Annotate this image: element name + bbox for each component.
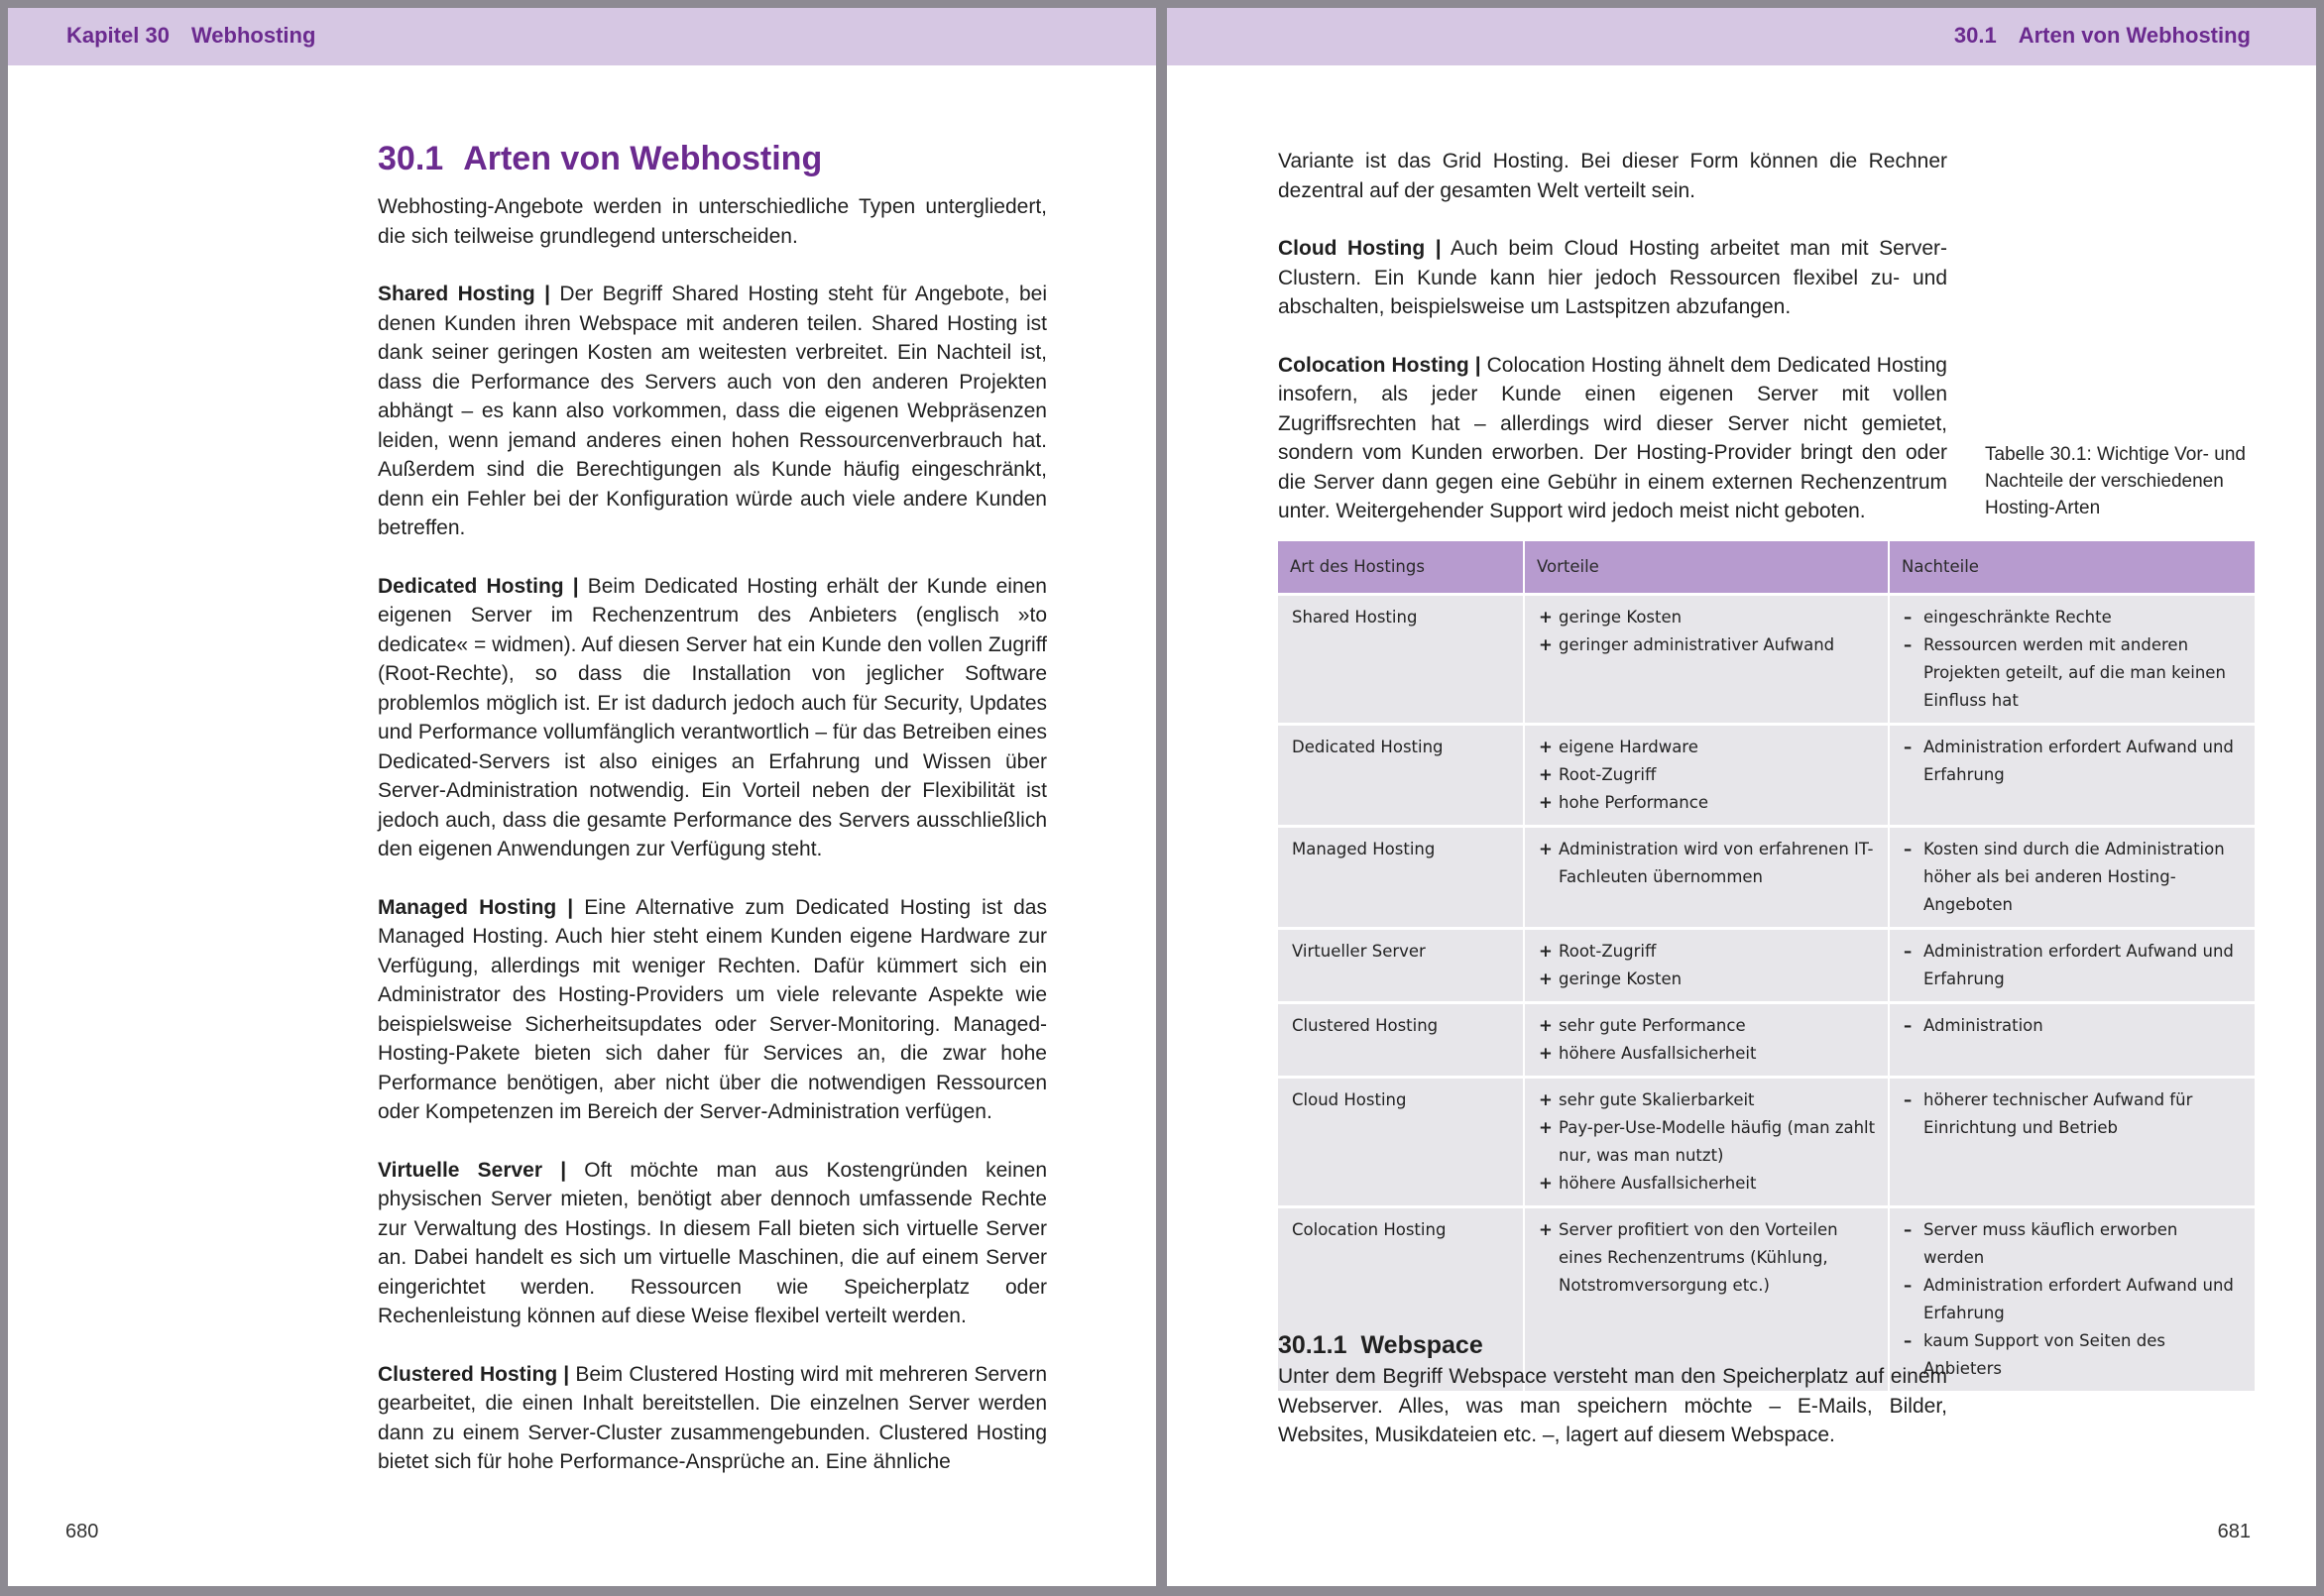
disadvantage-text: Administration erfordert Aufwand und Erfahrung: [1923, 738, 2234, 784]
disadvantage-item: [1904, 734, 2243, 789]
minus-icon: –: [1904, 1220, 1913, 1239]
disadvantage-item: [1904, 938, 2243, 993]
advantage-item: [1539, 734, 1876, 761]
disadvantage-item: [1904, 604, 2243, 631]
advantages-cell: [1524, 595, 1889, 725]
paragraph-dedicated-hosting: Dedicated Hosting | Beim Dedicated Hosting erhält der Kunde einen eigenen Server im Rechenzentrum des Anbieters (englisch »to dedicate« = widmen). Auf diesen Server hat ein Kunde den vollen Zugriff (Root-Rechte), so dass die Installation von jeglicher Software problemlos möglich ist. Er ist dadurch jedoch auch für Security, Updates und Performance vollumfänglich verantwortlich – für das Betreiben eines Dedicated-Servers ist also einiges an Erfahrung und Wissen über Server-Administration notwendig. Ein Vorteil neben der Flexibilität ist jedoch auch, dass die gesamte Performance des Servers ausschließlich den eigenen Anwendungen zur Verfügung steht.: [378, 574, 1047, 860]
advantage-list: [1539, 1086, 1876, 1197]
column-header-type: Art des Hostings: [1278, 541, 1524, 595]
advantage-text: sehr gute Performance: [1559, 1016, 1746, 1035]
subsection-paragraph: Unter dem Begriff Webspace versteht man den Speicherplatz auf einem Webserver. Alles, was man speichern möchte – E-Mails, Bilder, Websites, Musikdateien etc. –, lagert auf diesem Webspace.: [1278, 1365, 1947, 1446]
subsection-heading: [1278, 1328, 1947, 1362]
advantage-text: geringe Kosten: [1559, 969, 1683, 988]
plus-icon: +: [1539, 969, 1553, 988]
right-column-top: [1278, 147, 1947, 555]
disadvantage-item: [1904, 1272, 2243, 1327]
advantage-list: [1539, 1012, 1876, 1068]
table-row: [1278, 595, 2255, 725]
advantage-text: Server profitiert von den Vorteilen eines Rechenzentrums (Kühlung, Notstromversorgung etc.): [1559, 1220, 1838, 1295]
plus-icon: +: [1539, 793, 1553, 812]
plus-icon: +: [1539, 635, 1553, 654]
advantages-cell: [1524, 1003, 1889, 1078]
column-header-cons: Nachteile: [1889, 541, 2255, 595]
disadvantage-item: [1904, 1327, 2243, 1383]
plus-icon: +: [1539, 1174, 1553, 1193]
disadvantage-item: [1904, 1086, 2243, 1142]
advantage-item: [1539, 1012, 1876, 1040]
disadvantages-cell: [1889, 1003, 2255, 1078]
advantage-text: hohe Performance: [1559, 793, 1708, 812]
hosting-comparison-table: [1278, 541, 2255, 1391]
minus-icon: –: [1904, 1090, 1913, 1109]
chapter-label: Kapitel 30: [66, 23, 170, 48]
disadvantage-text: kaum Support von Seiten des Anbieters: [1923, 1331, 2165, 1378]
disadvantage-list: [1904, 1012, 2243, 1040]
minus-icon: –: [1904, 942, 1913, 961]
subsection-number: 30.1.1: [1278, 1331, 1347, 1359]
disadvantages-cell: [1889, 725, 2255, 827]
disadvantage-text: Kosten sind durch die Administration höher als bei anderen Hosting-Angeboten: [1923, 840, 2225, 914]
disadvantage-text: Administration erfordert Aufwand und Erfahrung: [1923, 1276, 2234, 1322]
advantage-text: höhere Ausfallsicherheit: [1559, 1044, 1757, 1063]
subsection-title: Webspace: [1360, 1331, 1483, 1359]
advantage-item: [1539, 631, 1876, 659]
advantages-cell: [1524, 1078, 1889, 1207]
disadvantage-text: Administration erfordert Aufwand und Erfahrung: [1923, 942, 2234, 988]
minus-icon: –: [1904, 840, 1913, 858]
disadvantage-list: [1904, 734, 2243, 789]
disadvantage-item: [1904, 836, 2243, 919]
advantage-item: [1539, 1216, 1876, 1300]
hosting-type-cell: Virtueller Server: [1278, 929, 1524, 1003]
advantage-text: Root-Zugriff: [1559, 942, 1657, 961]
advantage-item: [1539, 836, 1876, 891]
advantage-text: Root-Zugriff: [1559, 765, 1657, 784]
advantage-list: [1539, 734, 1876, 817]
right-page: [1167, 8, 2316, 1586]
advantage-item: [1539, 604, 1876, 631]
minus-icon: –: [1904, 635, 1913, 654]
minus-icon: –: [1904, 1331, 1913, 1350]
paragraph-colocation-hosting: Colocation Hosting | Colocation Hosting ähnelt dem Dedicated Hosting insofern, als jeder Kunde einen eigenen Server mit vollen Zugriffsrechten hat – allerdings wird dieser Server nicht gemietet, sondern vom Kunden erworben. Der Hosting-Provider bringt den oder die Server dann gegen eine Gebühr in einem externen Rechenzentrum unter. Weitergehender Support wird jedoch meist nicht geboten.: [1278, 353, 1947, 522]
intro-paragraph: Webhosting-Angebote werden in unterschiedliche Typen untergliedert, die sich teilweise grundlegend unterscheiden.: [378, 195, 1047, 248]
hosting-type-cell: Shared Hosting: [1278, 595, 1524, 725]
page-number: 680: [65, 1521, 99, 1542]
disadvantages-cell: [1889, 929, 2255, 1003]
disadvantages-cell: [1889, 595, 2255, 725]
disadvantage-text: Administration: [1923, 1016, 2043, 1035]
paragraph-clustered-hosting: Clustered Hosting | Beim Clustered Hosting wird mit mehreren Servern gearbeitet, die einen Inhalt bereitstellen. Die einzelnen Server werden dann zu einem Server-Cluster zusammengebunden. Clustered Hosting bietet sich für hohe Performance-Ansprüche an. Eine ähnliche: [378, 1362, 1048, 1473]
disadvantage-text: eingeschränkte Rechte: [1923, 608, 2112, 627]
advantage-text: geringer administrativer Aufwand: [1559, 635, 1835, 654]
table-caption: Tabelle 30.1: Wichtige Vor- und Nachteile der verschiedenen Hosting-Arten: [1985, 444, 2246, 518]
disadvantages-cell: [1889, 1078, 2255, 1207]
disadvantages-cell: [1889, 827, 2255, 929]
disadvantage-item: [1904, 631, 2243, 715]
plus-icon: +: [1539, 1220, 1553, 1239]
minus-icon: –: [1904, 1016, 1913, 1035]
hosting-type-cell: Dedicated Hosting: [1278, 725, 1524, 827]
running-header: [8, 8, 1156, 65]
disadvantage-list: [1904, 1216, 2243, 1383]
advantage-item: [1539, 789, 1876, 817]
paragraph-cloud-hosting: Cloud Hosting | Auch beim Cloud Hosting arbeitet man mit Server-Clustern. Ein Kunde kann hier jedoch Ressourcen flexibel zu- und abschalten, beispielsweise um Lastspitzen abzufangen.: [1278, 237, 1947, 318]
advantage-text: eigene Hardware: [1559, 738, 1698, 756]
column-header-pros: Vorteile: [1524, 541, 1889, 595]
page-number: 681: [2217, 1521, 2251, 1542]
advantage-text: geringe Kosten: [1559, 608, 1683, 627]
paragraph-managed-hosting: Managed Hosting | Eine Alternative zum Dedicated Hosting ist das Managed Hosting. Auch hier steht einem Kunden eigene Hardware zur Verfügung, allerdings mit weniger Rechten. Dafür kümmert sich ein Administrator des Hosting-Providers um viele relevante Aspekte wie beispielsweise Sicherheitsupdates oder Server-Monitoring. Managed-Hosting-Pakete bieten sich daher für Services an, die zwar hohe Performance benötigen, aber nicht über die notwendigen Ressourcen oder Kompetenzen im Bereich der Server-Administration verfügen.: [378, 895, 1047, 1123]
disadvantage-item: [1904, 1012, 2243, 1040]
minus-icon: –: [1904, 608, 1913, 627]
advantage-text: Pay-per-Use-Modelle häufig (man zahlt nur, was man nutzt): [1559, 1118, 1876, 1165]
table-row: [1278, 1078, 2255, 1207]
plus-icon: +: [1539, 1016, 1553, 1035]
paragraph-virtual-server: Virtuelle Server | Oft möchte man aus Kostengründen keinen physischen Server mieten, benötigt aber dennoch umfassende Rechte zur Verwaltung des Hostings. In diesem Fall bieten sich virtuelle Server an. Dabei handelt es sich um virtuelle Maschinen, die auf einem Server eingerichtet werden. Ressourcen wie Speicherplatz oder Rechenleistung können auf diese Weise flexibel verteilt werden.: [378, 1158, 1048, 1327]
advantage-item: [1539, 1040, 1876, 1068]
continuation-paragraph: Variante ist das Grid Hosting. Bei dieser Form können die Rechner dezentral auf der gesamten Welt verteilt sein.: [1278, 150, 1947, 202]
disadvantage-text: Ressourcen werden mit anderen Projekten geteilt, auf die man keinen Einfluss hat: [1923, 635, 2226, 710]
advantage-list: [1539, 836, 1876, 891]
paragraph-shared-hosting: Shared Hosting | Der Begriff Shared Hosting steht für Angebote, bei denen Kunden ihren Webspace mit anderen teilen. Shared Hosting ist dank seiner geringen Kosten am weitesten verbreitet. Ein Nachteil ist, dass die Performance des Servers auch von den anderen Projekten abhängt – es kann also vorkommen, dass die eigenen Webpräsenzen leiden, wenn jemand anderes einen hohen Ressourcenverbrauch hat. Außerdem sind die Berechtigungen als Kunde häufig eingeschränkt, denn ein Fehler bei der Konfiguration würde auch viele andere Kunden betreffen.: [378, 283, 1047, 539]
plus-icon: +: [1539, 942, 1553, 961]
minus-icon: –: [1904, 1276, 1913, 1295]
disadvantage-item: [1904, 1216, 2243, 1272]
advantage-item: [1539, 1170, 1876, 1197]
advantages-cell: [1524, 929, 1889, 1003]
advantages-cell: [1524, 827, 1889, 929]
advantage-item: [1539, 966, 1876, 993]
advantage-item: [1539, 761, 1876, 789]
table-header-row: [1278, 541, 2255, 595]
disadvantage-list: [1904, 604, 2243, 715]
table-row: [1278, 1003, 2255, 1078]
plus-icon: +: [1539, 1044, 1553, 1063]
hosting-type-cell: Clustered Hosting: [1278, 1003, 1524, 1078]
advantage-list: [1539, 604, 1876, 659]
section-number: 30.1: [378, 140, 444, 177]
table-row: [1278, 725, 2255, 827]
hosting-type-cell: Cloud Hosting: [1278, 1078, 1524, 1207]
advantage-text: sehr gute Skalierbarkeit: [1559, 1090, 1755, 1109]
header-section-title: Arten von Webhosting: [2018, 23, 2251, 48]
advantage-item: [1539, 1114, 1876, 1170]
section-title: Arten von Webhosting: [463, 140, 823, 177]
left-column: [378, 137, 1047, 1506]
advantage-item: [1539, 1086, 1876, 1114]
subsection-block: [1278, 1328, 1947, 1479]
table-row: [1278, 929, 2255, 1003]
disadvantage-text: Server muss käuflich erworben werden: [1923, 1220, 2178, 1267]
advantage-item: [1539, 938, 1876, 966]
chapter-title: Webhosting: [190, 23, 316, 48]
disadvantage-list: [1904, 836, 2243, 919]
disadvantage-text: höherer technischer Aufwand für Einrichtung und Betrieb: [1923, 1090, 2193, 1137]
disadvantage-list: [1904, 1086, 2243, 1142]
advantage-text: höhere Ausfallsicherheit: [1559, 1174, 1757, 1193]
running-header: [1167, 8, 2316, 65]
table-row: [1278, 827, 2255, 929]
advantages-cell: [1524, 725, 1889, 827]
left-page: [8, 8, 1156, 1586]
disadvantage-list: [1904, 938, 2243, 993]
hosting-type-cell: Colocation Hosting: [1278, 1207, 1524, 1392]
advantage-list: [1539, 938, 1876, 993]
advantage-text: Administration wird von erfahrenen IT-Fachleuten übernommen: [1559, 840, 1874, 886]
plus-icon: +: [1539, 765, 1553, 784]
minus-icon: –: [1904, 738, 1913, 756]
advantage-list: [1539, 1216, 1876, 1300]
plus-icon: +: [1539, 608, 1553, 627]
section-heading: [378, 137, 1047, 180]
plus-icon: +: [1539, 738, 1553, 756]
plus-icon: +: [1539, 1118, 1553, 1137]
hosting-type-cell: Managed Hosting: [1278, 827, 1524, 929]
plus-icon: +: [1539, 1090, 1553, 1109]
plus-icon: +: [1539, 840, 1553, 858]
header-section-number: 30.1: [1953, 23, 1997, 48]
